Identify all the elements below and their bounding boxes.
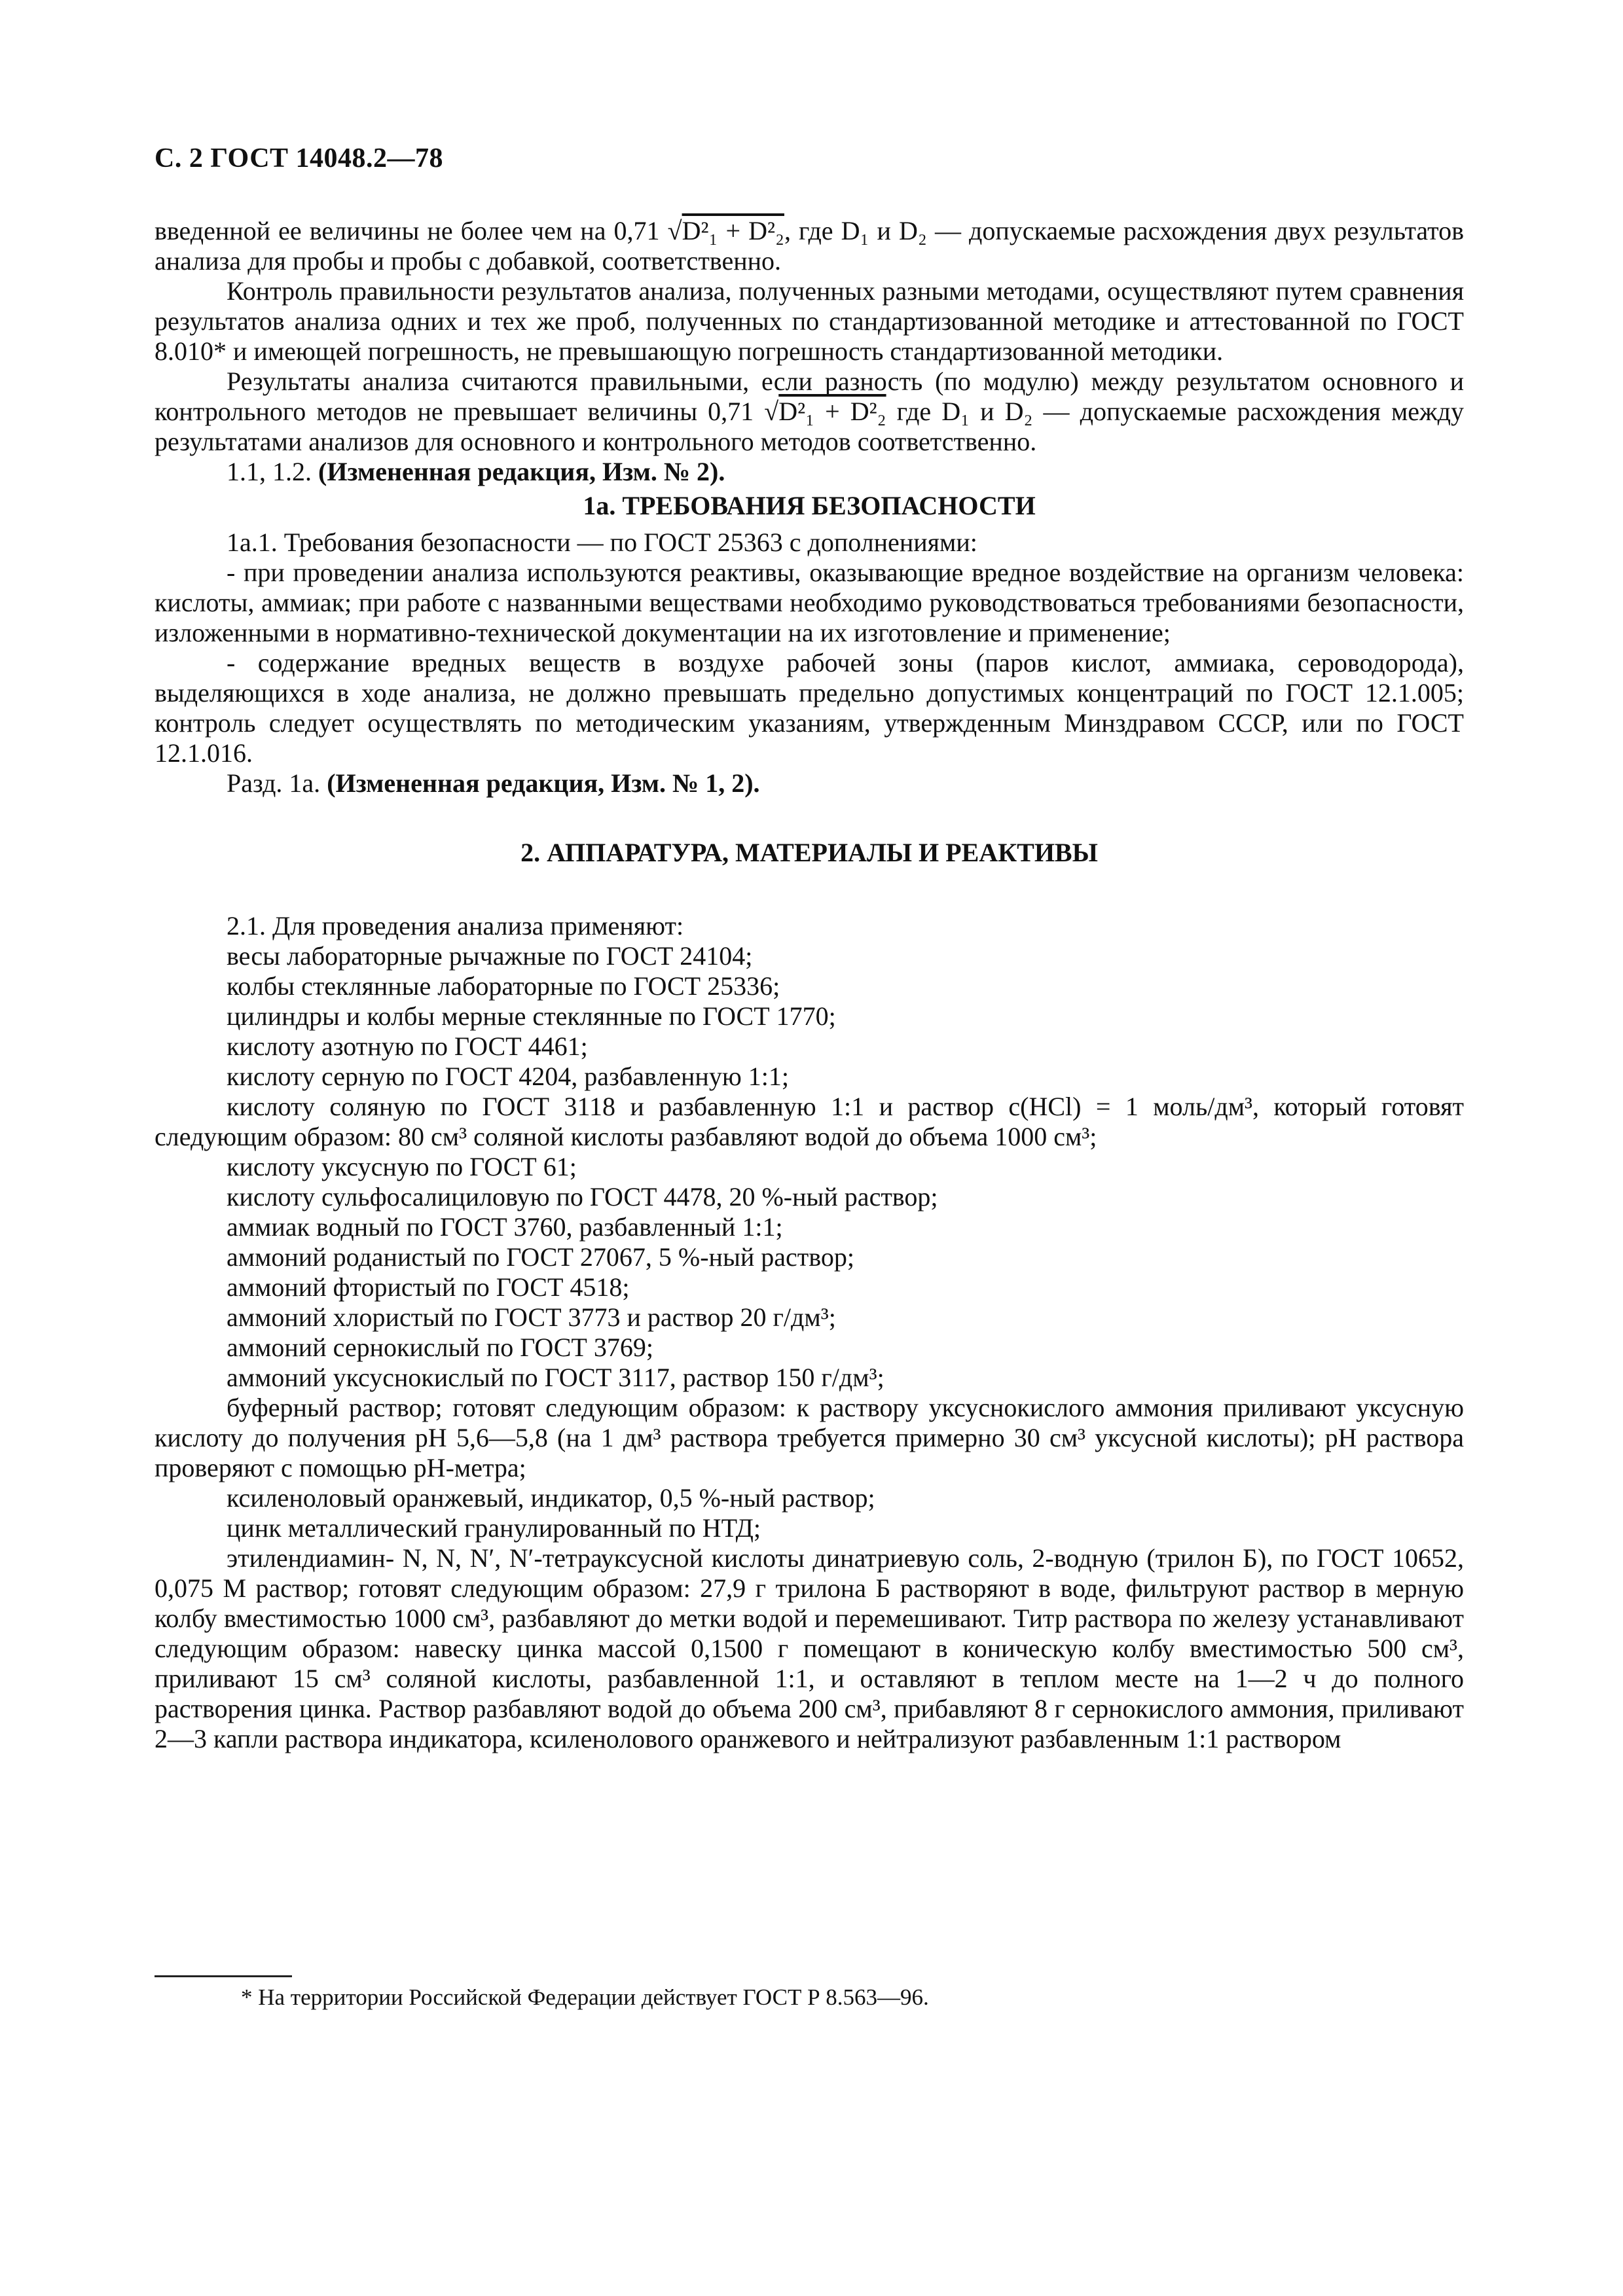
section-2-intro: 2.1. Для проведения анализа применяют:	[227, 911, 684, 941]
list-item: аммиак водный по ГОСТ 3760, разбавленный 1:1;	[227, 1212, 783, 1242]
list-item: цилиндры и колбы мерные стеклянные по ГОСТ 1770;	[227, 1001, 836, 1031]
list-item: буферный раствор; готовят следующим образом: к раствору уксуснокислого аммония приливают уксусную кислоту до получения pH 5,6—5,8 (на 1 дм³ раствора требуется примерно 30 см³ уксусной кислоты); pH раствора проверяют с помощью pH-метра;	[155, 1393, 1464, 1482]
list-item: аммоний хлористый по ГОСТ 3773 и раствор 20 г/дм³;	[227, 1302, 836, 1332]
reagent-list	[155, 941, 1464, 1754]
sqrt-symbol: √	[764, 397, 779, 426]
intro-paragraph-3: Результаты анализа считаются правильными, если разность (по модулю) между результатом основного и контрольного методов не превышает величины 0,71 √D²₁ + D²₂ где D₁ и D₂ — допускаемые расхождения между результатами анализов для основного и контрольного методов соответственно.	[155, 367, 1464, 456]
list-item: кислоту азотную по ГОСТ 4461;	[227, 1031, 588, 1061]
list-item: ксиленоловый оранжевый, индикатор, 0,5 %-ный раствор;	[227, 1483, 875, 1513]
list-item: аммоний фтористый по ГОСТ 4518;	[227, 1272, 630, 1302]
sqrt-symbol: √	[667, 216, 682, 245]
list-item: кислоту соляную по ГОСТ 3118 и разбавленную 1:1 и раствор c(HCl) = 1 моль/дм³, который готовят следующим образом: 80 см³ соляной кислоты разбавляют водой до объема 1000 см³;	[155, 1092, 1464, 1151]
section-1a-paragraph-3: - содержание вредных веществ в воздухе рабочей зоны (паров кислот, аммиака, сероводорода), выделяющихся в ходе анализа, не должно превышать предельно допустимых концентраций по ГОСТ 12.1.005; контроль следует осуществлять по методическим указаниям, утвержденным Минздравом СССР, или по ГОСТ 12.1.016.	[155, 648, 1464, 768]
list-item: аммоний сернокислый по ГОСТ 3769;	[227, 1333, 653, 1362]
section-heading-2: 2. АППАРАТУРА, МАТЕРИАЛЫ И РЕАКТИВЫ	[520, 838, 1098, 867]
amendment-note: Разд. 1а. (Измененная редакция, Изм. № 1, 2).	[227, 768, 760, 798]
list-item: этилендиамин- N, N, N′, N′-тетрауксусной кислоты динатриевую соль, 2-водную (трилон Б), по ГОСТ 10652, 0,075 М раствор; готовят следующим образом: 27,9 г трилона Б растворяют в воде, фильтруют раствор в мерную колбу вместимостью 1000 см³, разбавляют до метки водой и перемешивают. Титр раствора по железу устанавливают следующим образом: навеску цинка массой 0,1500 г помещают в коническую колбу вместимостью 500 см³, приливают 15 см³ соляной кислоты, разбавленной 1:1, и оставляют в теплом месте на 1—2 ч до полного растворения цинка. Раствор разбавляют водой до объема 200 см³, прибавляют 8 г сернокислого аммония, приливают 2—3 капли раствора индикатора, ксиленолового оранжевого и нейтрализуют разбавленным 1:1 раствором	[155, 1543, 1464, 1753]
section-1a-paragraph-1: 1а.1. Требования безопасности — по ГОСТ 25363 с дополнениями:	[227, 528, 977, 557]
formula: D²₁ + D²₂	[682, 216, 784, 245]
amendment-note: 1.1, 1.2. (Измененная редакция, Изм. № 2).	[227, 457, 725, 486]
page-header: С. 2 ГОСТ 14048.2—78	[155, 143, 444, 173]
list-item: кислоту уксусную по ГОСТ 61;	[227, 1152, 577, 1181]
section-1a-paragraph-2: - при проведении анализа используются реактивы, оказывающие вредное воздействие на организм человека: кислоты, аммиак; при работе с названными веществами необходимо руководствоваться требованиями безопасности, изложенными в нормативно-технической документации на их изготовление и применение;	[155, 558, 1464, 647]
list-item: аммоний роданистый по ГОСТ 27067, 5 %-ный раствор;	[227, 1242, 854, 1272]
intro-paragraph-2: Контроль правильности результатов анализа, полученных разными методами, осуществляют путем сравнения результатов анализа одних и тех же проб, полученных по стандартизованной методике и аттестованной по ГОСТ 8.010* и имеющей погрешность, не превышающую погрешность стандартизованной методики.	[155, 276, 1464, 366]
list-item: кислоту сульфосалициловую по ГОСТ 4478, 20 %-ный раствор;	[227, 1182, 938, 1211]
document-body	[155, 216, 1464, 1754]
section-heading-1a: 1а. ТРЕБОВАНИЯ БЕЗОПАСНОСТИ	[583, 491, 1036, 520]
formula: D²₁ + D²₂	[778, 397, 886, 426]
intro-paragraph-1: введенной ее величины не более чем на 0,71 √D²₁ + D²₂, где D₁ и D₂ — допускаемые расхождения двух результатов анализа для пробы и пробы с добавкой, соответственно.	[155, 216, 1464, 276]
list-item: цинк металлический гранулированный по НТД;	[227, 1513, 761, 1543]
footnote-divider	[155, 1975, 292, 1977]
list-item: весы лабораторные рычажные по ГОСТ 24104;	[227, 941, 753, 971]
list-item: колбы стеклянные лабораторные по ГОСТ 25336;	[227, 971, 780, 1001]
footnote: * На территории Российской Федерации действует ГОСТ Р 8.563—96.	[241, 1984, 929, 2010]
list-item: кислоту серную по ГОСТ 4204, разбавленную 1:1;	[227, 1062, 789, 1091]
list-item: аммоний уксуснокислый по ГОСТ 3117, раствор 150 г/дм³;	[227, 1363, 884, 1392]
